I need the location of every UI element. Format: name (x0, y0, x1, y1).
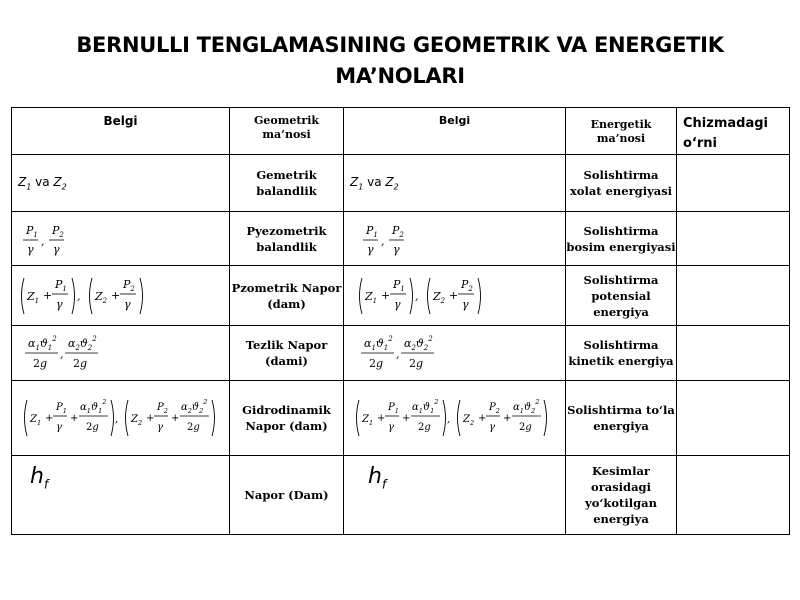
svg-text:Z2: $Z_2$ (463, 414, 475, 427)
symbol-cell-4a (12, 326, 230, 381)
symbol-cell-4b (344, 326, 566, 381)
svg-text:Z2: $Z_2$ (433, 289, 446, 305)
symbol-cell-5b (344, 381, 566, 456)
svg-text:P1: $P_1$ (55, 277, 67, 293)
svg-text:+: + (70, 413, 79, 424)
svg-text:P2: $P_2$ (489, 402, 500, 415)
energetic-cell: Solishtirma xolat energiyasi (566, 155, 677, 212)
svg-text:+: + (377, 413, 386, 424)
svg-text:α2ϑ22: $\alpha_2ϑ_2^2$ (68, 335, 97, 352)
svg-text:,: , (447, 414, 451, 425)
chizma-cell (677, 212, 790, 266)
chizma-cell (677, 266, 790, 326)
header-chizmadagi-label: Chizmadagi o‘rni (683, 116, 768, 151)
pressure-formula-svg (358, 220, 418, 258)
svg-text:α2ϑ22: $\alpha_2ϑ_2^2$ (404, 335, 433, 352)
svg-text:+: + (402, 413, 411, 424)
svg-text:,: , (396, 348, 400, 361)
energetic-cell: Solishtirma bosim energiyasi (566, 212, 677, 266)
svg-text:P2: $P_2$ (392, 223, 404, 239)
header-geometrik-label: Geometrik ma’nosi (253, 114, 320, 141)
table-row (12, 266, 790, 326)
energetic-cell: Solishtirma to‘la energiya (566, 381, 677, 456)
svg-text:γ: γ (157, 422, 163, 433)
svg-text:P1: $P_1$ (366, 223, 378, 239)
svg-text:2g: 2g (409, 357, 424, 370)
total-head-formula (12, 396, 229, 440)
svg-text:+: + (111, 288, 121, 302)
svg-text:P1: $P_1$ (26, 223, 38, 239)
title-line-2: MA’NOLARI (335, 64, 465, 88)
svg-text:2g: 2g (519, 422, 532, 433)
velocity-formula-svg (22, 333, 112, 373)
svg-text:Z2: $Z_2$ (95, 289, 108, 305)
svg-text:,: , (60, 348, 64, 361)
svg-text:α1ϑ12: $\alpha_1ϑ_1^2$ (412, 398, 439, 415)
header-belgi-2-label: Belgi (438, 114, 471, 127)
pressure-formula (344, 220, 565, 258)
svg-text:2g: 2g (73, 357, 88, 370)
table-row (12, 155, 790, 212)
svg-text:+: + (171, 413, 180, 424)
symbol-cell-1a (12, 155, 230, 212)
chizma-cell (677, 381, 790, 456)
svg-text:+: + (478, 413, 487, 424)
total-head-formula-svg (22, 396, 227, 440)
svg-text:P2: $P_2$ (123, 277, 135, 293)
svg-text:,: , (77, 289, 81, 303)
header-chizmadagi (677, 108, 790, 155)
pressure-formula-svg (18, 220, 78, 258)
svg-text:P2: $P_2$ (461, 277, 473, 293)
svg-text:2g: 2g (187, 422, 200, 433)
symbol-cell-6b (344, 456, 566, 535)
svg-text:Z1: $Z_1$ (30, 414, 42, 427)
velocity-formula (12, 333, 229, 373)
svg-text:γ: γ (393, 242, 400, 256)
svg-text:γ: γ (124, 297, 131, 311)
svg-text:,: , (415, 289, 419, 303)
table-row (12, 212, 790, 266)
chizma-cell (677, 456, 790, 535)
velocity-formula (344, 333, 565, 373)
svg-text:Z1: $Z_1$ (362, 414, 374, 427)
svg-text:γ: γ (53, 242, 60, 256)
symbol-cell-3a (12, 266, 230, 326)
header-geometrik (230, 108, 344, 155)
header-belgi-2 (344, 108, 566, 155)
svg-text:2g: 2g (418, 422, 431, 433)
svg-text:γ: γ (489, 422, 495, 433)
svg-text:2g: 2g (86, 422, 99, 433)
svg-text:γ: γ (367, 242, 374, 256)
svg-text:+: + (146, 413, 155, 424)
svg-text:Z1: $Z_1$ (27, 289, 40, 305)
chizma-cell (677, 326, 790, 381)
geometric-cell: Gidrodinamik Napor (dam) (230, 381, 344, 456)
symbol-cell-5a (12, 381, 230, 456)
svg-text:2g: 2g (369, 357, 384, 370)
head-loss-symbol: $h_f$ (30, 464, 49, 492)
header-energetik-label: Energetik ma’nosi (590, 118, 652, 145)
energetic-cell: Solishtirma kinetik energiya (566, 326, 677, 381)
svg-text:Z2: $Z_2$ (131, 414, 143, 427)
pressure-formula (12, 220, 229, 258)
svg-text:,: , (381, 234, 385, 248)
energetic-cell: Solishtirma potensial energiya (566, 266, 677, 326)
head-loss-symbol: $h_f$ (368, 464, 387, 492)
svg-text:+: + (45, 413, 54, 424)
geometric-cell: Pyezometrik balandlik (230, 212, 344, 266)
total-head-formula (344, 396, 565, 440)
svg-text:,: , (41, 234, 45, 248)
piezometric-formula (344, 274, 565, 318)
svg-text:α1ϑ12: $\alpha_1ϑ_1^2$ (80, 398, 107, 415)
svg-text:α1ϑ12: $\alpha_1ϑ_1^2$ (28, 335, 57, 352)
energetic-cell: Kesimlar orasidagi yo‘kotilgan energiya (566, 456, 677, 535)
piezometric-formula-svg (356, 274, 496, 318)
symbol-cell-3b (344, 266, 566, 326)
bernoulli-table (11, 107, 790, 535)
symbol-cell-2a (12, 212, 230, 266)
svg-text:γ: γ (56, 422, 62, 433)
svg-text:α1ϑ12: $\alpha_1ϑ_1^2$ (364, 335, 393, 352)
symbol-cell-2b (344, 212, 566, 266)
chizma-cell (677, 155, 790, 212)
svg-text:P1: $P_1$ (388, 402, 399, 415)
svg-text:+: + (503, 413, 512, 424)
geometric-cell: Napor (Dam) (230, 456, 344, 535)
z-symbol: $Z_1$ va $Z_2$ (350, 174, 399, 192)
table-row (12, 326, 790, 381)
svg-text:Z1: $Z_1$ (365, 289, 378, 305)
svg-text:α1ϑ22: $\alpha_1ϑ_2^2$ (513, 398, 540, 415)
header-row (12, 108, 790, 155)
header-energetik (566, 108, 677, 155)
velocity-formula-svg (358, 333, 448, 373)
svg-text:γ: γ (394, 297, 401, 311)
piezometric-formula (12, 274, 229, 318)
piezometric-formula-svg (18, 274, 158, 318)
svg-text:γ: γ (462, 297, 469, 311)
svg-text:+: + (381, 288, 391, 302)
svg-text:,: , (115, 414, 119, 425)
geometric-cell: Pzometrik Napor (dam) (230, 266, 344, 326)
total-head-formula-svg (354, 396, 559, 440)
svg-text:+: + (449, 288, 459, 302)
svg-text:α2ϑ22: $\alpha_2ϑ_2^2$ (181, 398, 208, 415)
svg-text:2g: 2g (33, 357, 48, 370)
table-row (12, 456, 790, 535)
symbol-cell-6a (12, 456, 230, 535)
svg-text:P1: $P_1$ (56, 402, 67, 415)
svg-text:γ: γ (388, 422, 394, 433)
svg-text:+: + (43, 288, 53, 302)
svg-text:P2: $P_2$ (157, 402, 168, 415)
svg-text:γ: γ (27, 242, 34, 256)
svg-text:γ: γ (56, 297, 63, 311)
symbol-cell-1b (344, 155, 566, 212)
header-belgi-1-label: Belgi (103, 114, 138, 128)
svg-text:P1: $P_1$ (393, 277, 405, 293)
z-symbol: $Z_1$ va $Z_2$ (18, 174, 67, 192)
table-row (12, 381, 790, 456)
title-line-1: BERNULLI TENGLAMASINING GEOMETRIK VA ENERGETIK (76, 33, 724, 57)
geometric-cell: Tezlik Napor (dami) (230, 326, 344, 381)
geometric-cell: Gemetrik balandlik (230, 155, 344, 212)
header-belgi-1 (12, 108, 230, 155)
svg-text:P2: $P_2$ (52, 223, 64, 239)
page-title (0, 30, 800, 92)
